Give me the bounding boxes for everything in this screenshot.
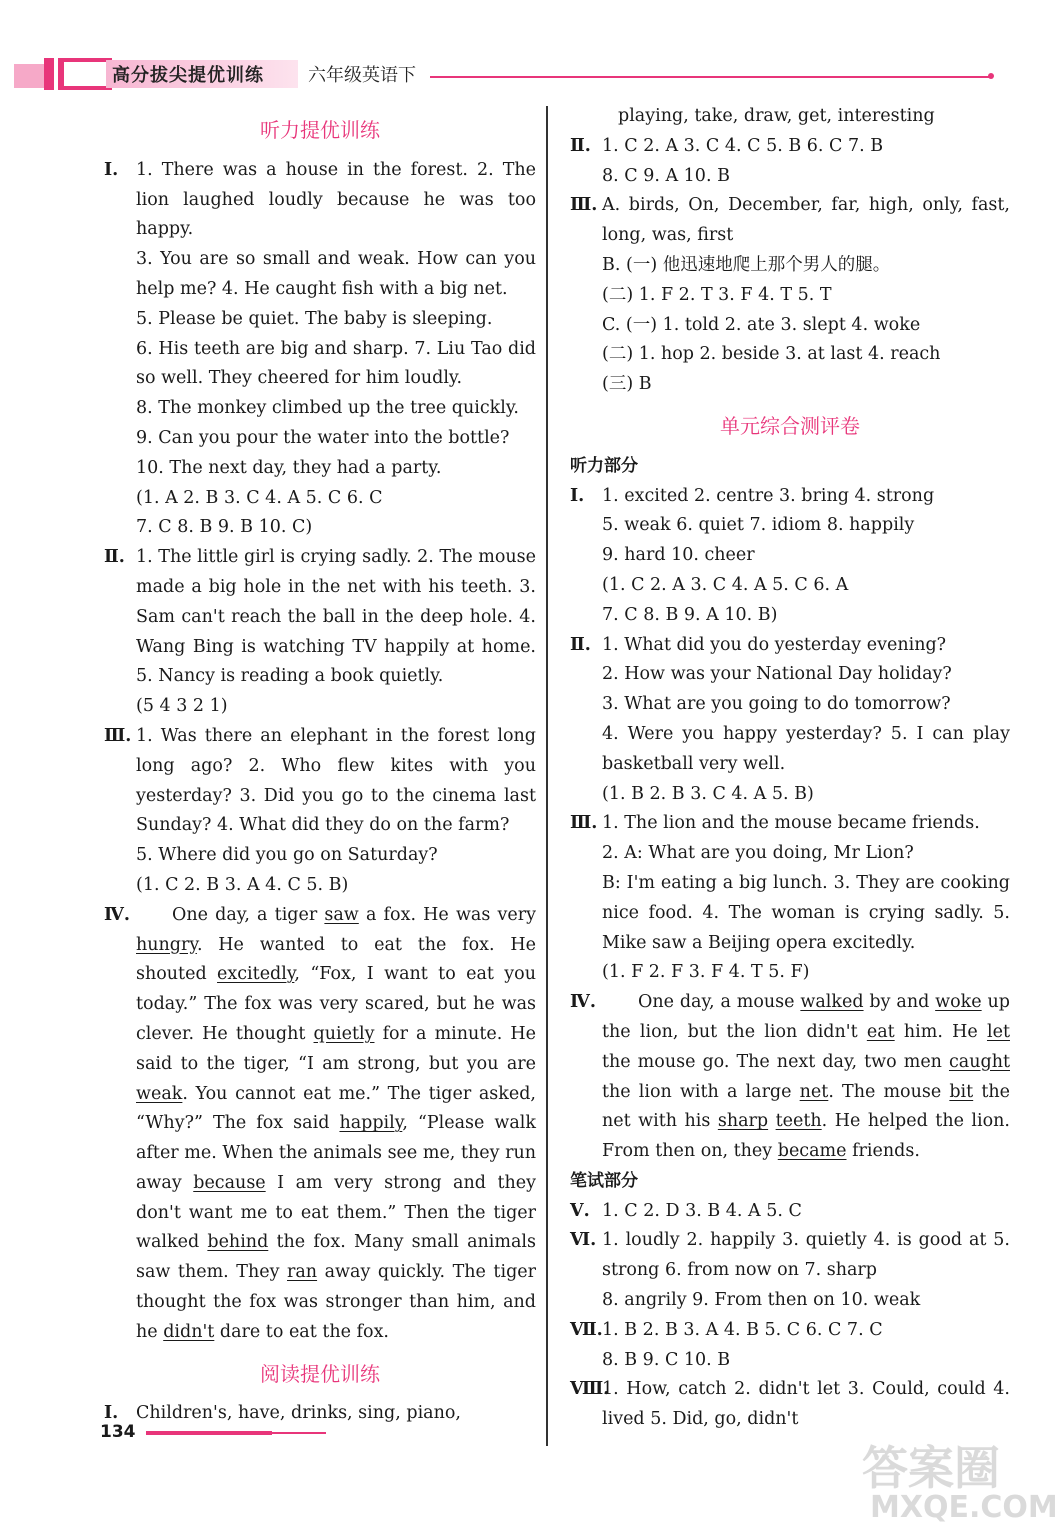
unit-exercise-III	[570, 809, 1010, 988]
cloze-answer: net	[799, 1081, 829, 1102]
answer-key: (1. F 2. F 3. F 4. T 5. F)	[602, 962, 810, 983]
answer-key: 7. C 8. B 9. A 10. B)	[602, 604, 778, 625]
exercise-number: Ⅲ.	[104, 725, 132, 746]
answer-text: 4. Were you happy yesterday? 5. I can play basketball very well.	[602, 723, 1010, 774]
cloze-passage: One day, a mouse walked by and woke up the lion, but the lion didn't eat him. He let the mouse go. The next day, two men caught the lion with a large net. The mouse bit the net with his sharp teeth. He helped the lion. From then on, they became friends.	[602, 992, 1010, 1162]
exercise-number: Ⅶ.	[570, 1319, 603, 1340]
section-heading-unit-test: 单元综合测评卷	[720, 413, 860, 438]
cloze-answer: became	[777, 1141, 847, 1162]
cloze-answer: bit	[949, 1081, 974, 1102]
column-divider	[546, 106, 548, 1446]
unit-exercise-VI	[570, 1226, 1010, 1315]
unit-exercise-VII	[570, 1316, 1010, 1376]
cloze-answer: hungry	[136, 934, 197, 955]
answer-key: (5 4 3 2 1)	[136, 696, 228, 717]
section-heading-listening: 听力提优训练	[260, 118, 380, 142]
answer-line: 1. The lion and the mouse became friends.	[602, 813, 980, 834]
exercise-number: Ⅴ.	[570, 1200, 590, 1221]
footer-bar	[146, 1431, 272, 1435]
exercise-number: Ⅳ.	[570, 992, 596, 1013]
answer-text: 1. loudly 2. happily 3. quietly 4. is good at 5. strong 6. from now on 7. sharp	[602, 1230, 1010, 1281]
cloze-answer: eat	[866, 1021, 895, 1042]
answer-line: 10. The next day, they had a party.	[136, 457, 442, 478]
exercise-III	[104, 722, 536, 901]
answer-line: 5. Please be quiet. The baby is sleeping.	[136, 308, 493, 329]
cloze-answer: happily	[339, 1113, 403, 1134]
answer-key: 7. C 8. B 9. B 10. C)	[136, 517, 313, 538]
answer-line: 6. His teeth are big and sharp. 7. Liu Tao did so well. They cheered for him loudly.	[136, 338, 536, 389]
cloze-answer: teeth	[775, 1111, 822, 1132]
page-number: 134	[100, 1422, 136, 1442]
reading-exercise-I	[104, 1399, 536, 1429]
answer-text: A. birds, On, December, far, high, only, fast, long, was, first	[602, 195, 1010, 246]
unit-exercise-VIII	[570, 1375, 1010, 1435]
cloze-passage: One day, a tiger saw a fox. He was very hungry. He wanted to eat the fox. He shouted excitedly, “Fox, I want to eat you today.” The fox was very scared, but he was clever. He thought quietly for a minute. He said to the tiger, “I am strong, but you are weak. You cannot eat me.” The tiger asked, “Why?” The fox said happily, “Please walk after me. When the animals see me, they run away because I am very strong and they don't want me to eat them.” Then the tiger walked behind the fox. Many small animals saw them. They ran away quickly. The tiger thought the fox was stronger than him, and he didn't dare to eat the fox.	[136, 904, 537, 1342]
answer-line: C. (一) 1. told 2. ate 3. slept 4. woke	[602, 314, 921, 335]
cloze-answer: caught	[948, 1051, 1010, 1072]
answer-line: B. (一) 他迅速地爬上那个男人的腿。	[602, 254, 891, 275]
cloze-answer: quietly	[313, 1023, 375, 1044]
cloze-answer: let	[986, 1021, 1010, 1042]
answer-key: (三) B	[602, 374, 652, 395]
book-title: 高分拔尖提优训练	[112, 65, 264, 86]
exercise-number: Ⅰ.	[104, 159, 119, 180]
section-heading-reading: 阅读提优训练	[260, 1361, 380, 1386]
exercise-number: Ⅱ.	[104, 547, 125, 568]
answer-text: 1. The little girl is crying sadly. 2. The mouse made a big hole in the net with his teeth. 3. Sam can't reach the ball in the deep hole. 4. Wang Bing is watching TV happily at home. 5. Nancy is reading a book quietly.	[136, 547, 536, 687]
answer-line: 1. There was a house in the forest. 2. The lion laughed loudly because he was too happy.	[136, 159, 536, 240]
watermark-text: 答案圈	[862, 1441, 1000, 1495]
answer-text: B: I'm eating a big lunch. 3. They are cooking nice food. 4. The woman is crying sadly. 5. Mike saw a Beijing opera excitedly.	[602, 872, 1010, 953]
answer-key: 1. C 2. D 3. B 4. A 5. C	[602, 1200, 802, 1221]
answer-key: (1. C 2. A 3. C 4. A 5. C 6. A	[602, 574, 849, 595]
answer-line: 5. weak 6. quiet 7. idiom 8. happily	[602, 515, 915, 536]
answer-line: 5. Where did you go on Saturday?	[136, 845, 438, 866]
cloze-answer: didn't	[163, 1321, 215, 1342]
cloze-answer: weak	[136, 1083, 183, 1104]
header-rule-dot	[988, 73, 994, 79]
answer-line: (二) 1. hop 2. beside 3. at last 4. reach	[602, 344, 941, 365]
watermark-logo	[862, 1430, 1058, 1530]
answer-key: 1. B 2. B 3. A 4. B 5. C 6. C 7. C	[602, 1319, 883, 1340]
exercise-number: Ⅵ.	[570, 1230, 597, 1251]
left-column	[104, 114, 536, 1429]
answer-line: 3. What are you going to do tomorrow?	[602, 694, 951, 715]
answer-key: (1. A 2. B 3. C 4. A 5. C 6. C	[136, 487, 383, 508]
answer-line: 2. How was your National Day holiday?	[602, 664, 952, 685]
header-logo-blocks	[14, 58, 98, 88]
answer-key: (1. B 2. B 3. C 4. A 5. B)	[602, 783, 814, 804]
exercise-number: Ⅱ.	[570, 135, 591, 156]
answer-key: (二) 1. F 2. T 3. F 4. T 5. T	[602, 284, 832, 305]
exercise-number: Ⅱ.	[570, 634, 591, 655]
answer-line: 9. hard 10. cheer	[602, 545, 755, 566]
answer-line: 9. Can you pour the water into the bottle?	[136, 427, 510, 448]
unit-exercise-II	[570, 631, 1010, 810]
answer-key: (1. C 2. B 3. A 4. C 5. B)	[136, 874, 349, 895]
answer-key: 8. B 9. C 10. B	[602, 1349, 731, 1370]
exercise-number: Ⅷ.	[570, 1379, 610, 1400]
answer-key: 8. C 9. A 10. B	[602, 165, 730, 186]
answer-line: 8. angrily 9. From then on 10. weak	[602, 1290, 921, 1311]
exercise-I	[104, 156, 536, 543]
answer-line: 8. The monkey climbed up the tree quickly.	[136, 398, 519, 419]
footer-rule	[272, 1432, 326, 1434]
exercise-number: Ⅳ.	[104, 904, 130, 925]
book-subtitle: 六年级英语下	[308, 65, 416, 86]
cloze-answer: walked	[800, 992, 864, 1013]
answer-line: Children's, have, drinks, sing, piano,	[136, 1403, 461, 1424]
cloze-answer: behind	[207, 1232, 269, 1253]
subsection-listening: 听力部分	[570, 455, 638, 476]
cloze-answer: excitedly	[217, 964, 295, 985]
right-column	[570, 102, 1010, 1435]
exercise-IV	[104, 901, 536, 1348]
answer-line: 2. A: What are you doing, Mr Lion?	[602, 843, 914, 864]
header-rule	[430, 76, 990, 78]
exercise-number: Ⅲ.	[570, 195, 598, 216]
subsection-written: 笔试部分	[570, 1170, 638, 1191]
exercise-number: Ⅰ.	[570, 485, 585, 506]
answer-line: 3. You are so small and weak. How can you help me? 4. He caught fish with a big net.	[136, 249, 536, 299]
exercise-II	[104, 543, 536, 722]
answer-line: 1. What did you do yesterday evening?	[602, 634, 947, 655]
unit-exercise-IV	[570, 988, 1010, 1167]
cloze-answer: sharp	[717, 1111, 769, 1132]
watermark-url: MXQE.COM	[870, 1490, 1058, 1525]
answer-line: playing, take, draw, get, interesting	[618, 106, 935, 126]
exercise-number: Ⅲ.	[570, 813, 598, 834]
reading-exercise-III	[570, 191, 1010, 400]
cloze-answer: saw	[324, 904, 359, 925]
unit-exercise-V	[570, 1197, 1010, 1227]
answer-text: 1. How, catch 2. didn't let 3. Could, could 4. lived 5. Did, go, didn't	[602, 1379, 1010, 1430]
answer-key: 1. C 2. A 3. C 4. C 5. B 6. C 7. B	[602, 135, 884, 156]
cloze-answer: because	[193, 1172, 266, 1193]
cloze-answer: woke	[935, 992, 982, 1013]
exercise-number: Ⅰ.	[104, 1403, 119, 1424]
answer-line: 1. excited 2. centre 3. bring 4. strong	[602, 485, 935, 506]
answer-text: 1. Was there an elephant in the forest long long ago? 2. Who flew kites with you yesterday? 3. Did you go to the cinema last Sunday? 4. What did they do on the farm?	[136, 725, 536, 836]
reading-exercise-II	[570, 132, 1010, 192]
cloze-answer: ran	[287, 1262, 318, 1283]
unit-exercise-I	[570, 482, 1010, 631]
